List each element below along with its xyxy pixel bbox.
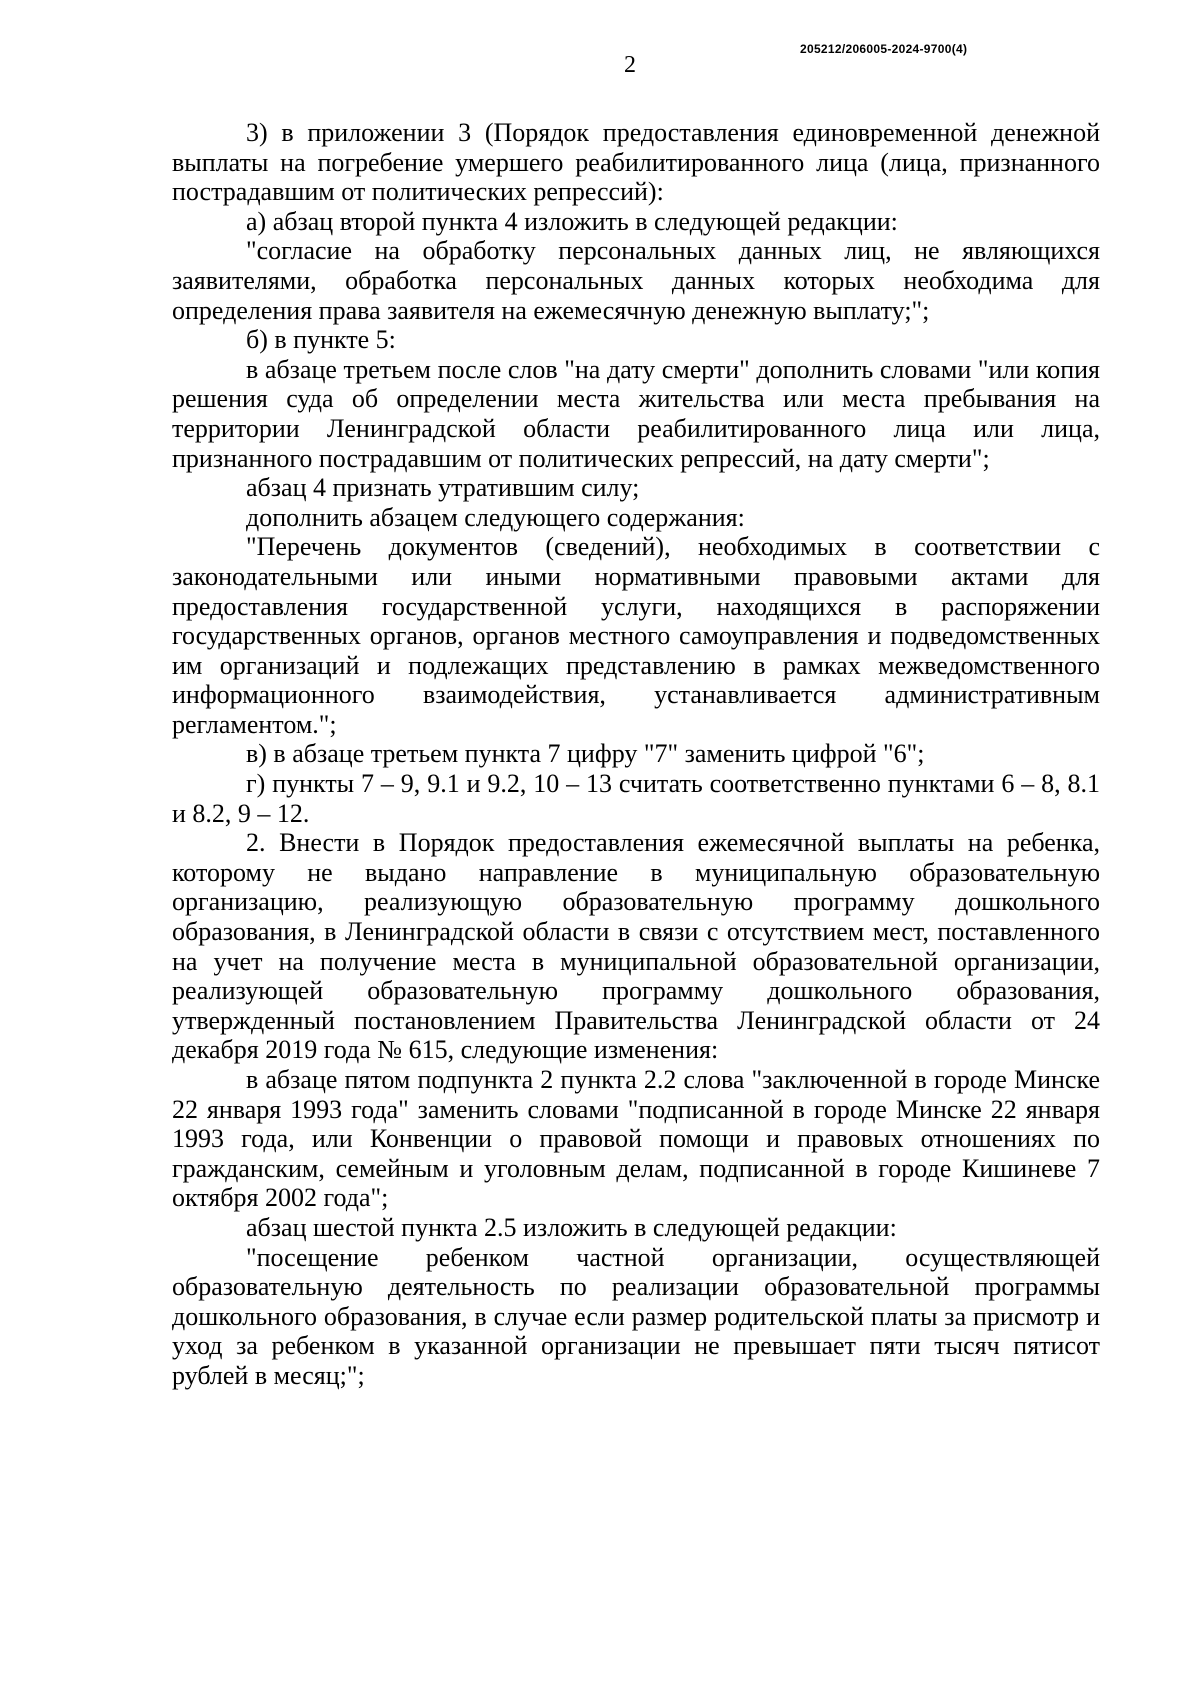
paragraph-item-g: г) пункты 7 – 9, 9.1 и 9.2, 10 – 13 считать соответственно пунктами 6 – 8, 8.1 и 8.2, 9 – 12.: [172, 769, 1100, 828]
document-registration-number: 205212/206005-2024-9700(4): [800, 42, 968, 56]
paragraph-item-v: в) в абзаце третьем пункта 7 цифру "7" заменить цифрой "6";: [246, 739, 925, 769]
paragraph-consent-quote: "согласие на обработку персональных данных лиц, не являющихся заявителями, обработка персональных данных которых необходима для определения права заявителя на ежемесячную денежную выплату;";: [172, 236, 1100, 325]
paragraph-private-organization-quote: "посещение ребенком частной организации, осуществляющей образовательную деятельность по реализации образовательной программы дошкольного образования, в случае если размер родительской платы за присмотр и уход за ребенком в указанной организации не превышает пяти тысяч пятисот рублей в месяц;";: [172, 1242, 1100, 1390]
page-number: 2: [624, 52, 636, 78]
paragraph-item-a: а) абзац второй пункта 4 изложить в следующей редакции:: [246, 206, 898, 236]
paragraph-minsk-convention: в абзаце пятом подпункта 2 пункта 2.2 слова "заключенной в городе Минске 22 января 1993 года" заменить словами "подписанной в городе Минске 22 января 1993 года, или Конвенции о правовой помощи и правовых отношениях по гражданским, семейным и уголовным делам, подписанной в городе Кишиневе 7 октября 2002 года";: [172, 1065, 1100, 1213]
paragraph-abzac-4-void: абзац 4 признать утратившим силу;: [246, 473, 640, 503]
paragraph-documents-list-quote: "Перечень документов (сведений), необходимых в соответствии с законодательными или иными нормативными правовыми актами для предоставления государственной услуги, находящихся в распоряжении государственных органов, органов местного самоуправления и подведомственных им организаций и подлежащих представлению в рамках межведомственного информационного взаимодействия, устанавливается административным регламентом.";: [172, 532, 1100, 739]
paragraph-appendix-3: 3) в приложении 3 (Порядок предоставления единовременной денежной выплаты на погребение умершего реабилитированного лица (лица, признанного пострадавшим от политических репрессий):: [172, 118, 1100, 207]
paragraph-section-2: 2. Внести в Порядок предоставления ежемесячной выплаты на ребенка, которому не выдано направление в муниципальную образовательную организацию, реализующую образовательную программу дошкольного образования, в Ленинградской области в связи с отсутствием мест, поставленного на учет на получение места в муниципальной образовательной организации, реализующей образовательную программу дошкольного образования, утвержденный постановлением Правительства Ленинградской области от 24 декабря 2019 года № 615, следующие изменения:: [172, 828, 1100, 1065]
paragraph-add-abzac: дополнить абзацем следующего содержания:: [246, 502, 745, 532]
paragraph-death-date-amendment: в абзаце третьем после слов "на дату смерти" дополнить словами "или копия решения суда об определении места жительства или места пребывания на территории Ленинградской области реабилитированного лица или лица, признанного пострадавшим от политических репрессий, на дату смерти";: [172, 354, 1100, 473]
paragraph-item-b: б) в пункте 5:: [246, 325, 396, 355]
document-body: [172, 118, 1100, 1391]
paragraph-abzac-6: абзац шестой пункта 2.5 изложить в следующей редакции:: [246, 1212, 897, 1242]
